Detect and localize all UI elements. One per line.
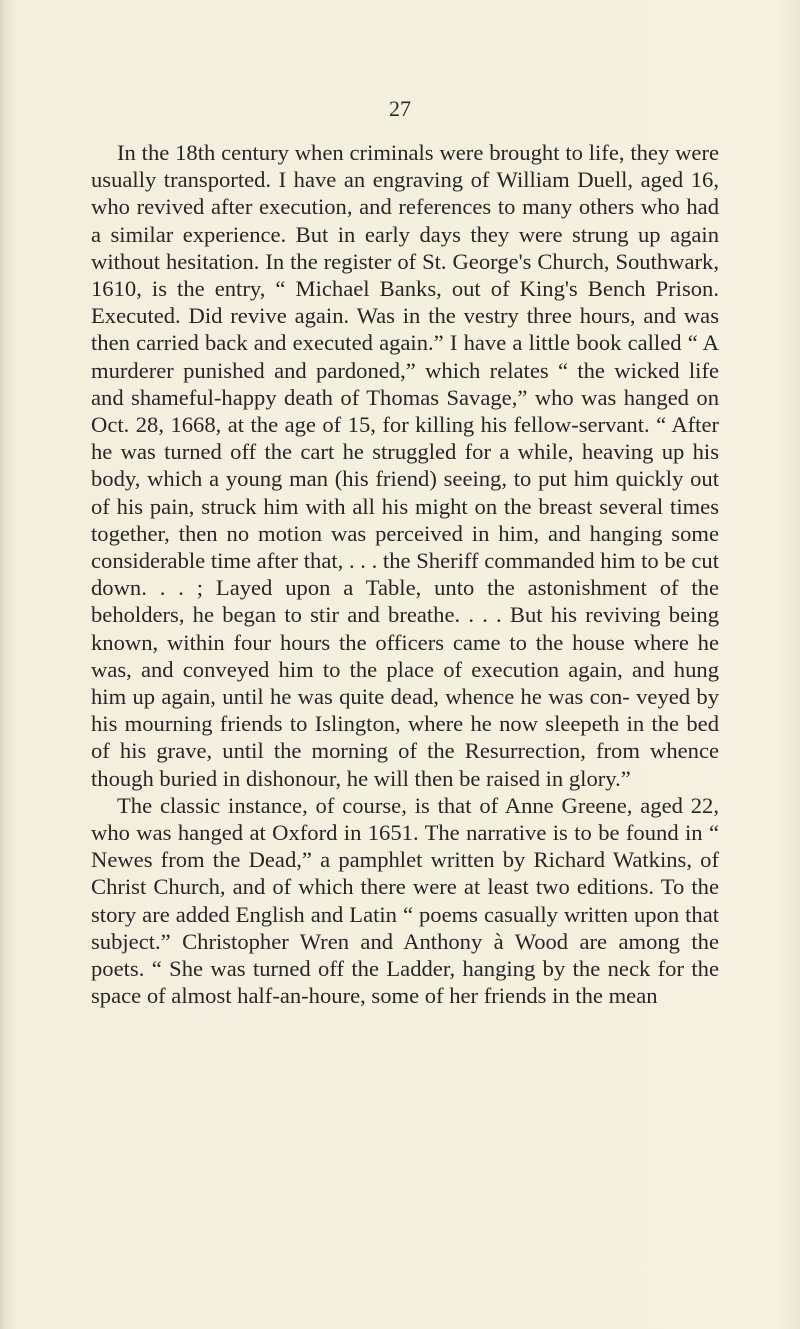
paragraph-2: The classic instance, of course, is that of Anne Greene, aged 22, who was hanged at Oxford in 1651. The narrative is to be found in “ Newes from the Dead,” a pamphlet written by Richard Watkins, of Christ Church, and of which there were at least two editions. To the story are added English and Latin “ poems casually written upon that subject.” Christopher Wren and Anthony à Wood are among the poets. “ She was turned off the Ladder, hanging by the neck for the space of almost half-an-houre, some of her friends in the mean [91, 792, 719, 1009]
body-text [91, 139, 719, 1010]
page-number: 27 [389, 96, 411, 121]
paragraph-1: In the 18th century when criminals were brought to life, they were usually transported. I have an engraving of William Duell, aged 16, who revived after execution, and references to many others who had a similar experience. But in early days they were strung up again without hesitation. In the register of St. George's Church, Southwark, 1610, is the entry, “ Michael Banks, out of King's Bench Prison. Executed. Did revive again. Was in the vestry three hours, and was then carried back and executed again.” I have a little book called “ A murderer punished and pardoned,” which relates “ the wicked life and shameful-happy death of Thomas Savage,” who was hanged on Oct. 28, 1668, at the age of 15, for killing his fellow-servant. “ After he was turned off the cart he struggled for a while, heaving up his body, which a young man (his friend) seeing, to put him quickly out of his pain, struck him with all his might on the breast several times together, then no motion was perceived in him, and hanging some considerable time after that, . . . the Sheriff commanded him to be cut down. . . ; Layed upon a Table, unto the astonishment of the beholders, he began to stir and breathe. . . . But his reviving being known, within four hours the officers came to the house where he was, and conveyed him to the place of execution again, and hung him up again, until he was quite dead, whence he was con- veyed by his mourning friends to Islington, where he now sleepeth in the bed of his grave, until the morning of the Resurrection, from whence though buried in dishonour, he will then be raised in glory.” [91, 140, 719, 791]
